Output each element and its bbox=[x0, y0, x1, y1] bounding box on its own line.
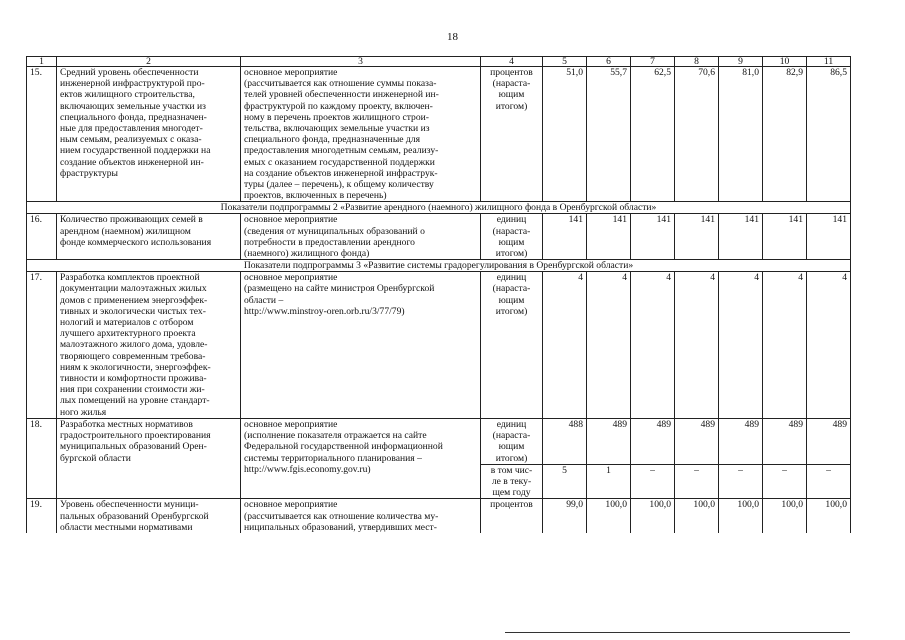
table-row bbox=[27, 67, 851, 202]
column-header: 2 bbox=[57, 57, 241, 67]
indicator-value: 100,0 bbox=[675, 499, 719, 533]
table-row bbox=[27, 214, 851, 260]
indicator-value: 4 bbox=[719, 272, 763, 419]
indicator-name: Количество проживающих семей в арендном (наемном) жилищном фонде коммерческого использования bbox=[57, 214, 241, 260]
indicator-value: 488 bbox=[543, 418, 587, 464]
indicator-value: 141 bbox=[631, 214, 675, 260]
indicator-name: Уровень обеспеченности муници- пальных образований Оренбургской области местными нормативами bbox=[57, 499, 241, 533]
indicator-method: основное мероприятие (рассчитывается как отношение суммы показа- телей уровней обеспеченности инженерной ин- фраструктурой по каждому проекту, включен- ному в перечень проектов жилищного строи- тельства, включающих земельные участки из специального фонда, предназначенные для предоставления многодетным семьям, реализу- емых с оказанием государственной поддержки на создание объектов инженерной инфраструк- туры (далее – перечень), к общему количеству проектов, включенных в перечень) bbox=[241, 67, 481, 202]
indicator-value: 141 bbox=[807, 214, 851, 260]
row-number: 17. bbox=[27, 272, 57, 419]
column-header: 3 bbox=[241, 57, 481, 67]
column-header: 4 bbox=[481, 57, 543, 67]
page-number: 18 bbox=[447, 31, 458, 43]
indicator-value: 4 bbox=[631, 272, 675, 419]
column-header: 9 bbox=[719, 57, 763, 67]
indicator-method: основное мероприятие (рассчитывается как отношение количества му- ниципальных образований, утвердивших мест- bbox=[241, 499, 481, 533]
indicator-value: 489 bbox=[587, 418, 631, 464]
indicator-value: 4 bbox=[807, 272, 851, 419]
indicator-value: 141 bbox=[587, 214, 631, 260]
indicator-unit: процентов bbox=[481, 499, 543, 533]
indicator-method: основное мероприятие (размещено на сайте министроя Оренбургской области – http://www.minstroy-oren.orb.ru/3/77/79) bbox=[241, 272, 481, 419]
section-title: Показатели подпрограммы 2 «Развитие арендного (наемного) жилищного фонда в Оренбургской области» bbox=[27, 202, 851, 214]
indicator-value: 100,0 bbox=[719, 499, 763, 533]
indicator-value: 4 bbox=[543, 272, 587, 419]
indicator-method: основное мероприятие (сведения от муниципальных образований о потребности в предоставлении арендного (наемного) жилищного фонда) bbox=[241, 214, 481, 260]
indicator-value: 4 bbox=[763, 272, 807, 419]
indicator-value: 4 bbox=[675, 272, 719, 419]
indicator-value: 489 bbox=[631, 418, 675, 464]
section-row bbox=[27, 260, 851, 272]
indicator-unit: процентов (нараста- ющим итогом) bbox=[481, 67, 543, 202]
indicator-name: Средний уровень обеспеченности инженерной инфраструктурой про- ектов жилищного строительства, включающих земельные участки из специального фонда, предназначен- ные для предоставления многодет- ным семьям, реализуемых с оказа- нием государственной поддержки на создание объектов инженерной ин- фраструктуры bbox=[57, 67, 241, 202]
indicator-unit: единиц (нараста- ющим итогом) bbox=[481, 214, 543, 260]
indicator-value: 62,5 bbox=[631, 67, 675, 202]
indicator-unit-current-year: в том чис- ле в теку- щем году bbox=[481, 464, 543, 499]
indicator-value: 51,0 bbox=[543, 67, 587, 202]
table-row bbox=[27, 499, 851, 533]
indicator-value: 489 bbox=[763, 418, 807, 464]
indicator-value: 141 bbox=[675, 214, 719, 260]
indicator-value: – bbox=[675, 464, 719, 499]
indicator-value: 55,7 bbox=[587, 67, 631, 202]
indicator-value: 5 bbox=[543, 464, 587, 499]
indicator-value: – bbox=[807, 464, 851, 499]
section-title: Показатели подпрограммы 3 «Развитие системы градорегулирования в Оренбургской области» bbox=[27, 260, 851, 272]
column-header: 10 bbox=[763, 57, 807, 67]
indicator-value: 100,0 bbox=[763, 499, 807, 533]
indicator-value: 489 bbox=[807, 418, 851, 464]
indicator-value: 99,0 bbox=[543, 499, 587, 533]
indicator-value: 141 bbox=[763, 214, 807, 260]
table-row bbox=[27, 418, 851, 464]
row-number: 16. bbox=[27, 214, 57, 260]
indicator-value: 100,0 bbox=[587, 499, 631, 533]
indicator-unit: единиц (нараста- ющим итогом) bbox=[481, 418, 543, 464]
indicator-value: – bbox=[763, 464, 807, 499]
row-number: 15. bbox=[27, 67, 57, 202]
indicator-unit: единиц (нараста- ющим итогом) bbox=[481, 272, 543, 419]
indicator-value: 100,0 bbox=[631, 499, 675, 533]
indicator-value: 100,0 bbox=[807, 499, 851, 533]
indicator-value: 489 bbox=[675, 418, 719, 464]
indicator-value: 141 bbox=[543, 214, 587, 260]
row-number: 18. bbox=[27, 418, 57, 498]
section-row bbox=[27, 202, 851, 214]
column-header: 1 bbox=[27, 57, 57, 67]
indicator-value: 4 bbox=[587, 272, 631, 419]
column-number-row bbox=[27, 57, 851, 67]
indicator-value: – bbox=[631, 464, 675, 499]
indicator-value: 81,0 bbox=[719, 67, 763, 202]
indicator-value: 70,6 bbox=[675, 67, 719, 202]
indicator-value: 82,9 bbox=[763, 67, 807, 202]
row-number: 19. bbox=[27, 499, 57, 533]
column-header: 7 bbox=[631, 57, 675, 67]
indicator-name: Разработка местных нормативов градостроительного проектирования муниципальных образований Орен- бургской области bbox=[57, 418, 241, 498]
column-header: 5 bbox=[543, 57, 587, 67]
indicator-value: 86,5 bbox=[807, 67, 851, 202]
indicator-value: 141 bbox=[719, 214, 763, 260]
column-header: 8 bbox=[675, 57, 719, 67]
indicator-method: основное мероприятие (исполнение показателя отражается на сайте Федеральной государственной информационной системы территориального планирования – http://www.fgis.economy.gov.ru) bbox=[241, 418, 481, 498]
indicator-value: 489 bbox=[719, 418, 763, 464]
indicator-value: 1 bbox=[587, 464, 631, 499]
column-header: 6 bbox=[587, 57, 631, 67]
indicator-value: – bbox=[719, 464, 763, 499]
indicator-name: Разработка комплектов проектной документации малоэтажных жилых домов с применением энергоэффек- тивных и экологически чистых тех- нологий и материалов с отбором лучшего архитектурного проекта малоэтажного жилого дома, удовле- творяющего современным требова- ниям к экологичности, энергоэффек- тивности и комфортности прожива- ния при сохранении стоимости жи- лых помещений на уровне стандарт- ного жилья bbox=[57, 272, 241, 419]
table-row bbox=[27, 272, 851, 419]
indicators-table bbox=[26, 56, 851, 533]
footer-rule bbox=[505, 632, 850, 633]
column-header: 11 bbox=[807, 57, 851, 67]
